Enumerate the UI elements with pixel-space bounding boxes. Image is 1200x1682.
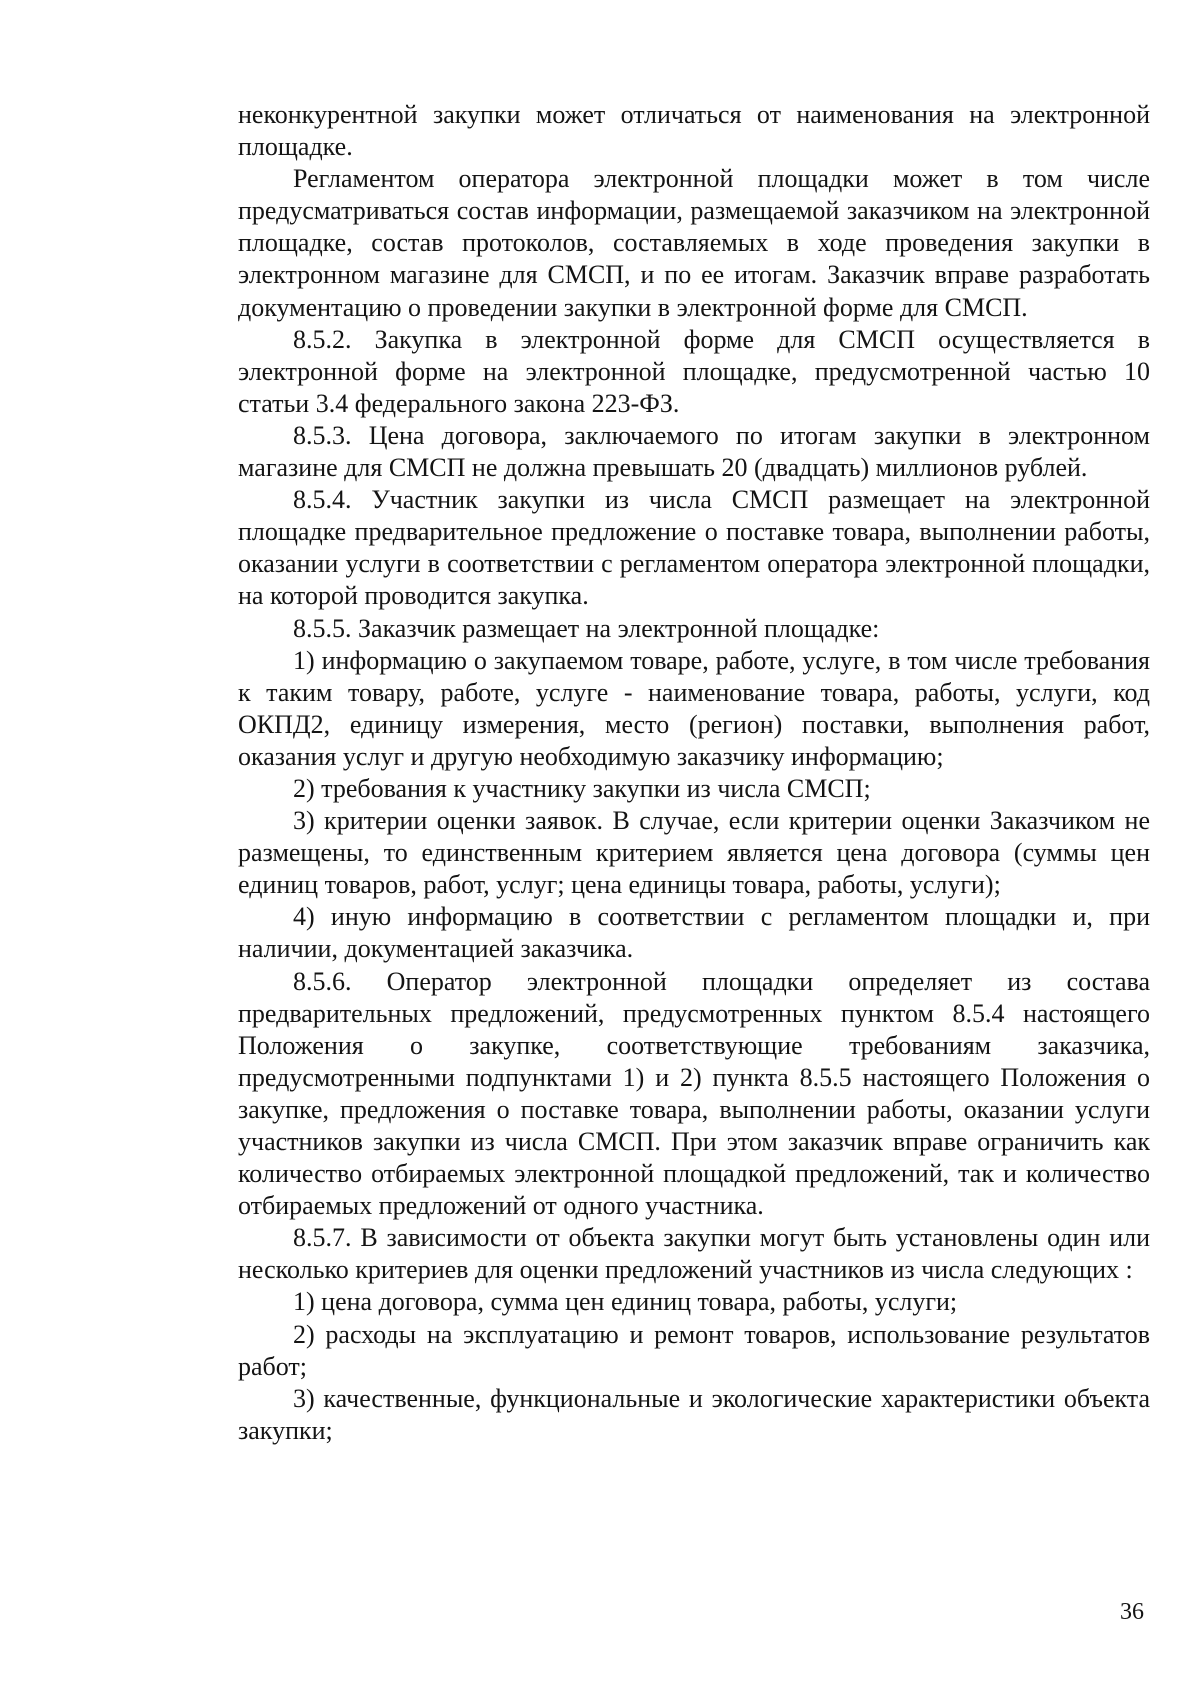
list-item-8-5-5-4: 4) иную информацию в соответствии с регламентом площадки и, при наличии, документацией заказчика. [238,902,1150,964]
list-item-8-5-7-3: 3) качественные, функциональные и экологические характеристики объекта закупки; [238,1383,1150,1445]
list-item-8-5-5-2: 2) требования к участнику закупки из числа СМСП; [293,773,871,803]
list-item-8-5-5-3: 3) критерии оценки заявок. В случае, если критерии оценки Заказчиком не размещены, то единственным критерием является цена договора (суммы цен единиц товаров, работ, услуг; цена единицы товара, работы, услуги); [238,806,1150,900]
page-number: 36 [1120,1599,1144,1625]
list-item-8-5-5-1: 1) информацию о закупаемом товаре, работе, услуге, в том числе требования к таким товару, работе, услуге - наименование товара, работы, услуги, код ОКПД2, единицу измерения, место (регион) поставки, выполнения работ, оказания услуг и другую необходимую заказчику информацию; [238,645,1150,771]
document-body [238,99,1150,1447]
paragraph-8-5-6: 8.5.6. Оператор электронной площадки определяет из состава предварительных предложений, предусмотренных пунктом 8.5.4 настоящего Положения о закупке, соответствующие требованиям заказчика, предусмотренными подпунктами 1) и 2) пункта 8.5.5 настоящего Положения о закупке, предложения о поставке товара, выполнении работы, оказании услуги участников закупки из числа СМСП. При этом заказчик вправе ограничить как количество отбираемых электронной площадкой предложений, так и количество отбираемых предложений от одного участника. [238,966,1150,1221]
paragraph-8-5-3: 8.5.3. Цена договора, заключаемого по итогам закупки в электронном магазине для СМСП не должна превышать 20 (двадцать) миллионов рублей. [238,420,1150,483]
paragraph-8-5-4: 8.5.4. Участник закупки из числа СМСП размещает на электронной площадке предварительное предложение о поставке товара, выполнении работы, оказании услуги в соответствии с регламентом оператора электронной площадки, на которой проводится закупка. [238,485,1150,611]
list-item-8-5-7-2: 2) расходы на эксплуатацию и ремонт товаров, использование результатов работ; [238,1319,1150,1381]
paragraph-8-5-7: 8.5.7. В зависимости от объекта закупки могут быть установлены один или несколько критериев для оценки предложений участников из числа следующих : [238,1223,1150,1285]
paragraph-8-5-5: 8.5.5. Заказчик размещает на электронной площадке: [293,613,880,643]
paragraph-8-5-2: 8.5.2. Закупка в электронной форме для СМСП осуществляется в электронной форме на электронной площадке, предусмотренной частью 10 статьи 3.4 федерального закона 223-ФЗ. [238,324,1150,418]
paragraph-continuation: неконкурентной закупки может отличаться от наименования на электронной площадке. [238,100,1150,162]
list-item-8-5-7-1: 1) цена договора, сумма цен единиц товара, работы, услуги; [293,1287,958,1317]
paragraph-regulation: Регламентом оператора электронной площадки может в том числе предусматриваться состав информации, размещаемой заказчиком на электронной площадке, состав протоколов, составляемых в ходе проведения закупки в электронном магазине для СМСП, и по ее итогам. Заказчик вправе разработать документацию о проведении закупки в электронной форме для СМСП. [238,164,1150,322]
